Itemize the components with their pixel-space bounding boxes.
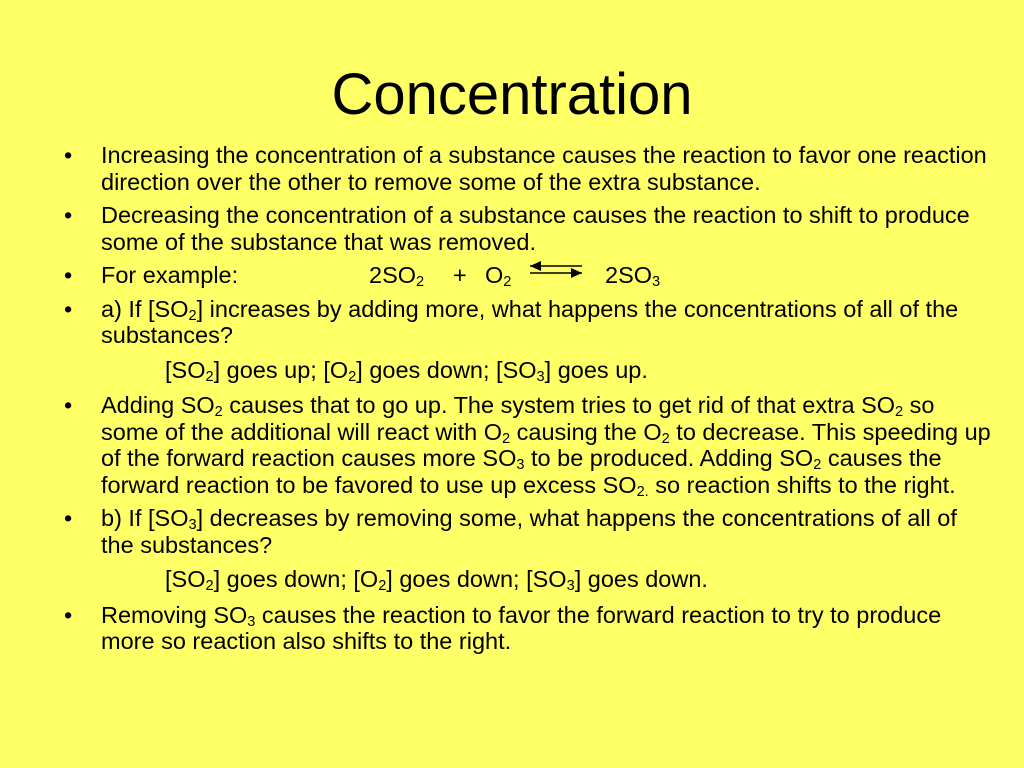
bullet-removing-so3: • Removing $SO_3$ causes the reaction to favor the forward reaction to try to produce more so reaction also shifts to the right.	[64, 601, 942, 654]
bullet-marker: •	[64, 601, 73, 628]
answer-a: $[SO_2]$ goes up; $[O_2]$ goes down; $[SO_3]$ goes up.	[165, 356, 648, 385]
answer-b: $[SO_2]$ goes down; $[O_2]$ goes down; $[SO_3]$ goes down.	[165, 566, 708, 595]
bullet-question-b: • b) If $[SO_3]$ decreases by removing some, what happens the concentrations of all of the substances?	[64, 505, 957, 558]
bullet-increasing: • Increasing the concentration of a substance causes the reaction to favor one reaction direction over the other to remove some of the extra substance.	[64, 142, 987, 195]
reactant-so2: $2SO_2$	[369, 262, 425, 291]
example-label: For example:	[101, 262, 239, 288]
slide-body	[64, 142, 994, 662]
bullet-decreasing: • Decreasing the concentration of a substance causes the reaction to shift to produce some of the substance that was removed.	[64, 202, 970, 255]
plus-sign: +	[453, 262, 467, 288]
bullet-marker: •	[64, 262, 73, 288]
reactant-o2: $O_2$	[485, 262, 512, 291]
bullet-question-a: • a) If $[SO_2]$ increases by adding more, what happens the concentrations of all of the substances?	[64, 295, 959, 348]
slide-title: Concentration	[331, 62, 693, 127]
bullet-marker: •	[64, 142, 73, 168]
product-so3: $2SO_3$	[605, 262, 661, 291]
bullet-marker: •	[64, 505, 73, 531]
bullet-marker: •	[64, 202, 73, 228]
bullet-marker: •	[64, 392, 73, 418]
bullet-example	[64, 262, 994, 289]
bullet-marker: •	[64, 295, 73, 322]
bullet-adding-so2: • Adding $SO_2$ causes that to go up. The system tries to get rid of that extra $SO_2$ so some of the additional will react with $O_2$ causing the $O_2$ to decrease. This speeding up of the forward reaction causes more $SO_3$ to be produced. Adding $SO_2$ causes the forward reaction to be favored to use up excess $SO_{2.}$ so reaction shifts to the right.	[64, 392, 991, 500]
